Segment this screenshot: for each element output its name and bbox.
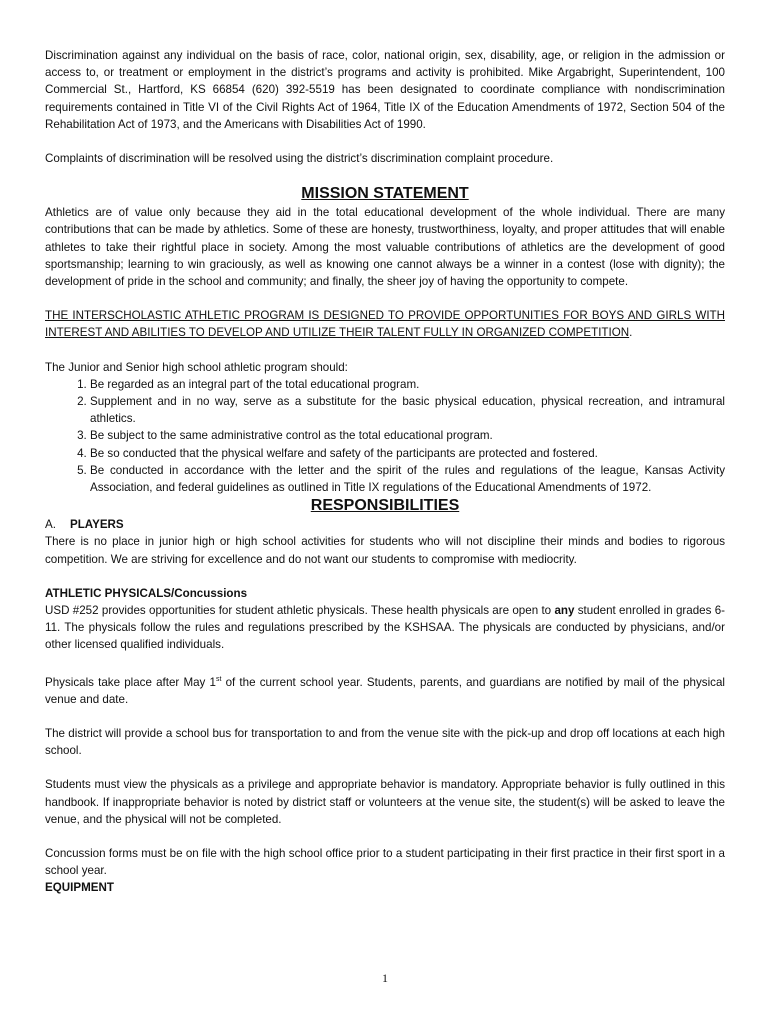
players-paragraph: There is no place in junior high or high school activities for students who will not discipline their minds and bodies to rigorous competition. We are striving for excellence and do not want our students to compromise with mediocrity. <box>45 535 725 566</box>
program-list-intro: The Junior and Senior high school athletic program should: <box>45 360 348 374</box>
list-item: 4. Be so conducted that the physical welfare and safety of the participants are protected and fostered. <box>90 445 725 462</box>
physicals-text: Physicals take place after May 1 <box>45 675 216 689</box>
concussion-paragraph: Concussion forms must be on file with the high school office prior to a student participating in their first practice in their first sport in a school year. <box>45 846 725 878</box>
physicals-paragraph-4: Students must view the physicals as a privilege and appropriate behavior is mandatory. Appropriate behavior is fully outlined in this handbook. If inappropriate behavior is noted by district staff or volunteers at the venue site, the student(s) will be asked to leave the venue, and the physical will not be completed. <box>45 778 725 826</box>
list-item: 1. Be regarded as an integral part of the total educational program. <box>90 376 725 393</box>
physicals-paragraph-2 <box>45 671 725 708</box>
emphasis-text: any <box>554 604 575 618</box>
mission-paragraph: Athletics are of value only because they aid in the total educational development of the whole individual. There are many contributions that can be made by athletics. Some of these are honesty, trustworthiness, loyalty, and proper attitudes that will enable athletes to take their rightful place in society. Among the most valuable contributions of athletics are the development of good sportsmanship; learning to win graciously, as well as knowing one cannot always be a winner in a contest (lose with dignity); the development of pride in the school and community; and finally, the sheer joy of having the opportunity to compete. <box>45 206 725 289</box>
program-purpose-period: . <box>629 326 633 340</box>
list-item: 2. Supplement and in no way, serve as a substitute for the basic physical education, physical recreation, and intramural athletics. <box>90 393 725 427</box>
section-title: PLAYERS <box>69 518 124 532</box>
section-letter: A. <box>45 518 56 532</box>
program-list <box>45 376 725 496</box>
list-item: 3. Be subject to the same administrative control as the total educational program. <box>90 427 725 444</box>
equipment-heading: EQUIPMENT <box>45 881 114 895</box>
physicals-paragraph-1 <box>45 602 725 654</box>
list-item: 5. Be conducted in accordance with the letter and the spirit of the rules and regulations of the league, Kansas Activity Association, and federal guidelines as outlined in Title IX regulations of the Educational Amendments of 1972. <box>90 462 725 496</box>
responsibilities-heading: RESPONSIBILITIES <box>310 497 460 515</box>
program-purpose-underlined: THE INTERSCHOLASTIC ATHLETIC PROGRAM IS DESIGNED TO PROVIDE OPPORTUNITIES FOR BOYS AND GIRLS WITH INTEREST AND ABILITIES TO DEVELOP AND UTILIZE THEIR TALENT FULLY IN ORGANIZED COMPETITION <box>45 309 725 340</box>
physicals-text: student enrolled in grades 6-11. The physicals follow the rules and regulations prescribed by the KSHSAA. The physicals are conducted by physicians, and/or other licensed qualified individuals. <box>45 604 726 652</box>
nondiscrimination-paragraph: Discrimination against any individual on the basis of race, color, national origin, sex, disability, age, or religion in the admission or access to, or treatment or employment in the district’s programs and activity is prohibited. Mike Argabright, Superintendent, 100 Commercial St., Hartford, KS 66854 (620) 392-5519 has been designated to coordinate compliance with nondiscrimination requirements contained in Title VI of the Civil Rights Act of 1964, Title IX of the Education Amendments of 1972, Section 504 of the Rehabilitation Act of 1973, and the Americans with Disabilities Act of 1990. <box>45 49 725 131</box>
superscript: st <box>215 675 222 683</box>
physicals-text: of the current school year. Students, parents, and guardians are notified by mail of the physical venue and date. <box>45 675 725 706</box>
physicals-paragraph-3: The district will provide a school bus for transportation to and from the venue site with the pick-up and drop off locations at each high school. <box>45 726 725 758</box>
program-purpose-paragraph <box>45 307 725 341</box>
physicals-heading: ATHLETIC PHYSICALS/Concussions <box>45 586 248 600</box>
complaints-paragraph: Complaints of discrimination will be resolved using the district’s discrimination complaint procedure. <box>45 152 554 166</box>
page-number: 1 <box>382 971 388 985</box>
document-page <box>45 47 725 897</box>
physicals-text: USD #252 provides opportunities for student athletic physicals. These health physicals are open to <box>45 604 555 618</box>
mission-statement-heading: MISSION STATEMENT <box>301 185 469 203</box>
players-section-title <box>45 516 725 533</box>
